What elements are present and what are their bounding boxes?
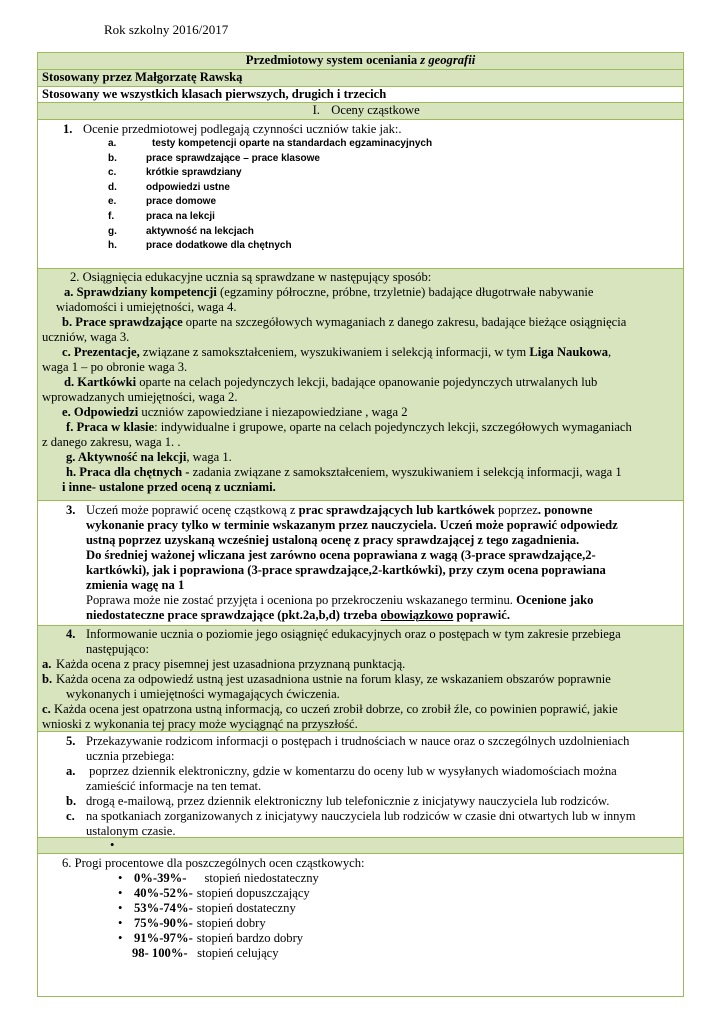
s1-item-text: prace dodatkowe dla chętnych xyxy=(146,240,292,252)
s1-item-letter: c. xyxy=(108,167,117,179)
s6-threshold-item xyxy=(38,931,683,946)
s2-intro: 2. Osiągnięcia edukacyjne ucznia są sprawdzane w następujący sposób: xyxy=(70,270,432,284)
s3-line-5: kartkówki), jak i poprawiona (3-prace sprawdzające,2-kartkówki), przy czym ocena poprawiana xyxy=(86,563,606,577)
title-subject: z geografii xyxy=(420,53,476,67)
grading-table xyxy=(37,52,684,997)
applied-in-row: Stosowany we wszystkich klasach pierwszych, drugich i trzecich xyxy=(38,86,683,102)
s6-list xyxy=(38,871,683,946)
s1-item-text: aktywność na lekcjach xyxy=(146,225,254,237)
s1-item-letter: e. xyxy=(108,196,117,208)
school-year: Rok szkolny 2016/2017 xyxy=(104,22,229,37)
s1-item-text: krótkie sprawdziany xyxy=(146,167,242,179)
s5-item-c-cont: ustalonym czasie. xyxy=(86,824,176,838)
s1-item-letter: a. xyxy=(108,138,117,149)
s1-list xyxy=(38,137,683,254)
applied-by-row: Stosowany przez Małgorzatę Rawską xyxy=(38,69,683,86)
s1-intro xyxy=(38,122,683,137)
s4-line-1: 4. Informowanie ucznia o poziomie jego osiągnięć edukacyjnych oraz o postępach w tym zakresie przebiega xyxy=(66,627,621,641)
s1-intro-text: Ocenie przedmiotowej podlegają czynności uczniów takie jak:. xyxy=(83,122,402,136)
section-numeral: I. xyxy=(312,103,320,117)
s6-threshold-item xyxy=(38,886,683,901)
s6-block xyxy=(38,853,683,996)
s1-list-item xyxy=(38,195,683,210)
s2-item-c: c. Prezentacje, związane z samokształceniem, wyszukiwaniem i selekcją informacji, w tym Liga Naukowa, xyxy=(62,345,612,359)
s1-list-item xyxy=(38,137,683,152)
s4-item-b: b. Każda ocena za odpowiedź ustną jest uzasadniona ustnie na forum klasy, ze wskazaniem obszarów poprawnie xyxy=(42,672,611,686)
s4-block xyxy=(38,625,683,731)
s1-item-letter: b. xyxy=(108,152,117,164)
s3-block xyxy=(38,500,683,625)
s5-item-a: a. poprzez dziennik elektroniczny, gdzie w komentarzu do oceny lub w wysyłanych wiadomościach można xyxy=(66,764,617,778)
section-heading xyxy=(38,102,683,119)
s1-item-text: odpowiedzi ustne xyxy=(146,181,230,193)
s1-block xyxy=(38,119,683,268)
s5-line-2: ucznia przebiega: xyxy=(86,749,175,763)
s3-line-6: zmienia wagę na 1 xyxy=(86,578,185,592)
s1-list-item xyxy=(38,210,683,225)
bullet-icon: • xyxy=(110,838,115,852)
s1-list-item xyxy=(38,181,683,196)
s6-threshold-item xyxy=(38,916,683,931)
s5-item-a-cont: zamieścić informacje na ten temat. xyxy=(86,779,262,793)
s2-item-d-cont: wprowadzanych umiejętności, waga 2. xyxy=(42,390,238,404)
s1-list-item xyxy=(38,239,683,254)
s5-item-c: c. na spotkaniach zorganizowanych z inicjatywy nauczyciela lub rodziców w czasie dni otwartych lub w innym xyxy=(66,809,636,823)
s1-list-item xyxy=(38,166,683,181)
empty-bullet-row xyxy=(38,837,683,853)
s5-block xyxy=(38,731,683,837)
section-label: Oceny cząstkowe xyxy=(331,103,420,117)
s1-item-letter: f. xyxy=(108,210,115,222)
s2-item-b: b. Prace sprawdzające oparte na szczegółowych wymaganiach z danego zakresu, badające bieżące osiągnięcia xyxy=(62,315,627,329)
s3-line-1: 3. Uczeń może poprawić ocenę cząstkową z prac sprawdzających lub kartkówek poprzez. ponowne xyxy=(66,503,593,517)
s1-item-text: testy kompetencji oparte na standardach egzaminacyjnych xyxy=(152,138,433,149)
s2-item-f-cont: z danego zakresu, waga 1. . xyxy=(42,435,181,449)
s4-item-c: c. Każda ocena jest opatrzona ustną informacją, co uczeń zrobił dobrze, co zrobił źle, co powinien poprawić, jakie xyxy=(42,702,618,716)
s2-item-c-cont: waga 1 – po obronie waga 3. xyxy=(42,360,188,374)
s6-grade: stopień dostateczny xyxy=(196,901,296,915)
s6-range: 91%-97%- xyxy=(134,931,193,945)
s1-item-letter: h. xyxy=(108,240,117,252)
title-prefix: Przedmiotowy system oceniania xyxy=(245,53,421,67)
s3-line-4: Do średniej ważonej wliczana jest zarówno ocena poprawiana z wagą (3-prace sprawdzające,2- xyxy=(86,548,596,562)
s2-item-d: d. Kartkówki oparte na celach pojedynczych lekcji, badające opanowanie pojedynczych utrwalanych lub xyxy=(64,375,598,389)
s1-list-item xyxy=(38,225,683,240)
s1-item-text: prace domowe xyxy=(146,196,217,208)
s6-grade: stopień dopuszczający xyxy=(196,886,310,900)
s6-grade: stopień bardzo dobry xyxy=(196,931,304,945)
s6-grade: stopień dobry xyxy=(196,916,266,930)
s2-item-f: f. Praca w klasie: indywidualne i grupowe, oparte na celach pojedynczych lekcji, szczegółowych wymaganiach xyxy=(66,420,632,434)
s6-grade: stopień niedostateczny xyxy=(204,871,319,885)
s1-item-text: prace sprawdzające – prace klasowe xyxy=(146,152,320,164)
s4-item-c-cont: wnioski z wykonania tej pracy może wyciągnąć na przyszłość. xyxy=(42,717,358,731)
s2-item-i: i inne- ustalone przed oceną z uczniami. xyxy=(62,480,276,494)
s3-line-2: wykonanie pracy tylko w terminie wskazanym przez nauczyciela. Uczeń może poprawić odpowiedz xyxy=(86,518,618,532)
s3-line-8: niedostateczne prace sprawdzające (pkt.2a,b,d) trzeba obowiązkowo poprawić. xyxy=(86,608,510,622)
s6-range: 75%-90%- xyxy=(134,916,193,930)
s5-item-b: b. drogą e-mailową, przez dziennik elektroniczny lub telefonicznie z inicjatywy nauczyciela lub rodziców. xyxy=(66,794,610,808)
s2-item-b-cont: uczniów, waga 3. xyxy=(42,330,130,344)
s2-item-h: h. Praca dla chętnych - zadania związane z samokształceniem, wyszukiwaniem i selekcją informacji, waga 1 xyxy=(66,465,622,479)
s5-line-1: 5. Przekazywanie rodzicom informacji o postępach i trudnościach w nauce oraz o szczególnych uzdolnieniach xyxy=(66,734,630,748)
s2-block xyxy=(38,268,683,500)
s1-item-letter: d. xyxy=(108,181,117,193)
s2-item-g: g. Aktywność na lekcji, waga 1. xyxy=(66,450,232,464)
s1-item-letter: g. xyxy=(108,225,117,237)
s2-item-a-cont: wiadomości i umiejętności, waga 4. xyxy=(56,300,237,314)
s3-line-7: Poprawa może nie zostać przyjęta i oceniona po przekroczeniu wskazanego terminu. Ocenione jako xyxy=(86,593,594,607)
s4-item-a: a. Każda ocena z pracy pisemnej jest uzasadniona przyznaną punktacją. xyxy=(42,657,406,671)
s4-item-b-cont: wykonanych i umiejętności wymagających ćwiczenia. xyxy=(66,687,340,701)
s6-threshold-item xyxy=(38,901,683,916)
s6-last-item: 98- 100%- stopień celujący xyxy=(132,946,279,960)
s6-title: 6. Progi procentowe dla poszczególnych ocen cząstkowych: xyxy=(62,856,365,870)
s1-item-text: praca na lekcji xyxy=(146,210,215,222)
s6-range: 40%-52%- xyxy=(134,886,193,900)
title-row xyxy=(38,53,683,69)
s6-threshold-item xyxy=(38,871,683,886)
s6-range: 53%-74%- xyxy=(134,901,193,915)
s6-range: 0%-39%- xyxy=(134,871,187,885)
s4-line-2: następująco: xyxy=(86,642,149,656)
s2-item-e: e. Odpowiedzi uczniów zapowiedziane i niezapowiedziane , waga 2 xyxy=(62,405,408,419)
s1-num: 1. xyxy=(63,122,73,136)
s1-list-item xyxy=(38,152,683,167)
s2-item-a: a. Sprawdziany kompetencji (egzaminy półroczne, próbne, trzyletnie) badające długotrwałe nabywanie xyxy=(64,285,594,299)
s3-line-3: ustną poprzez uzyskaną wcześniej ustaloną ocenę z pracy sprawdzającej z tego zagadnienia. xyxy=(86,533,580,547)
